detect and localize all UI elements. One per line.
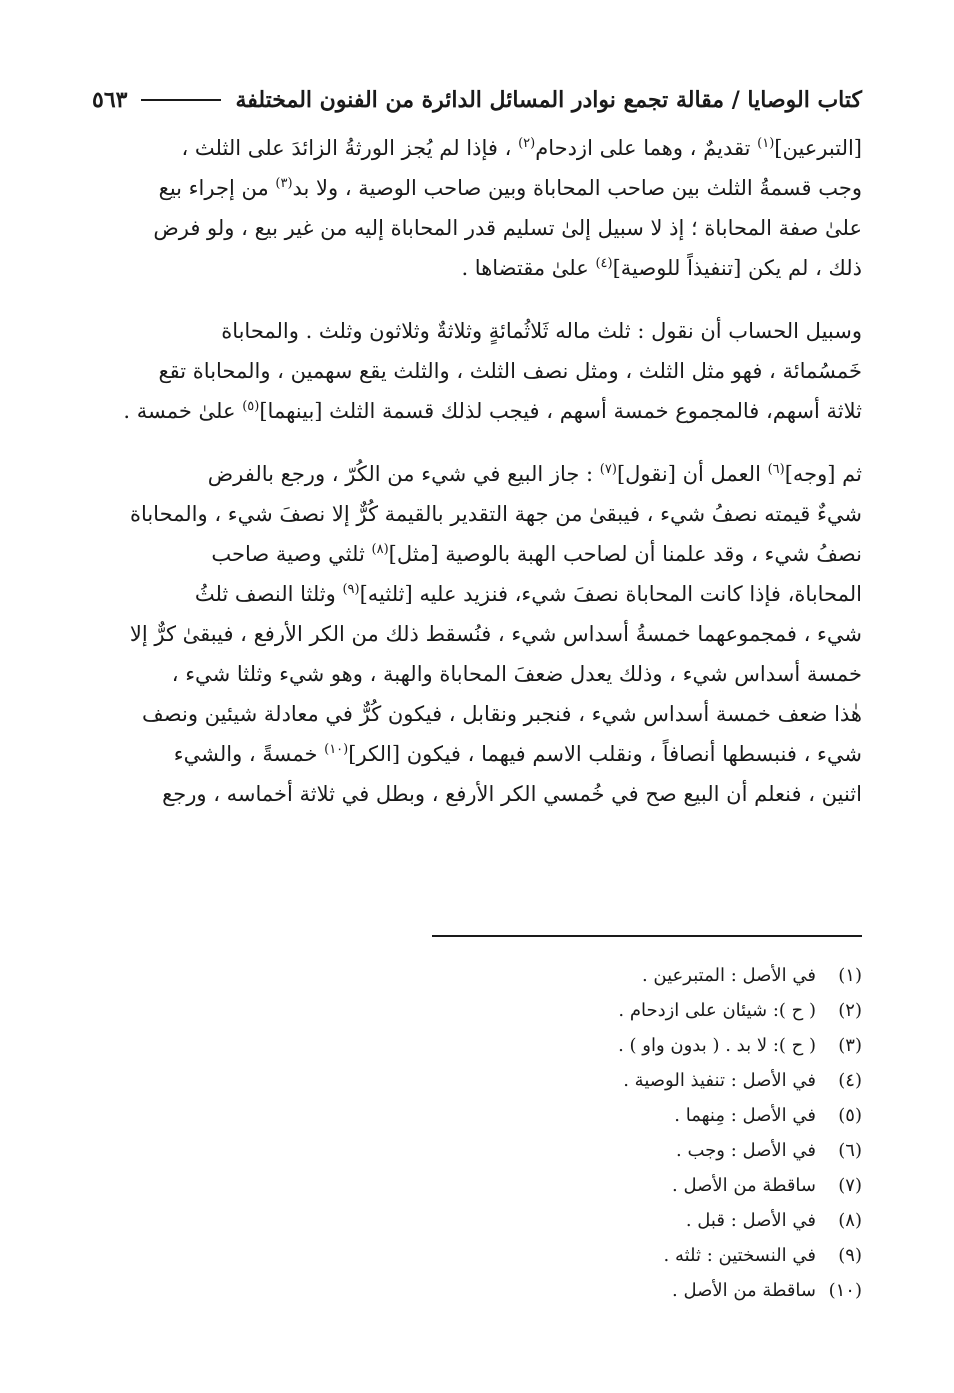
footnote xyxy=(618,1203,862,1238)
text-segment: من إجراء بيع xyxy=(158,176,276,200)
text-segment: علىٰ مقتضاها . xyxy=(461,256,596,280)
footnotes xyxy=(618,958,862,1308)
text-line xyxy=(92,351,862,391)
footnote-text: في الأصل : قبل . xyxy=(685,1210,816,1231)
text-segment: علىٰ صفة المحاباة ؛ إذ لا سبيل إلىٰ تسليم قدر المحاباة إليه من غير بيع ، ولو فرض xyxy=(153,216,862,240)
text-line xyxy=(92,208,862,248)
footnote-number: (٢) xyxy=(838,1000,862,1021)
text-segment: شيء ، فمجموعهما خمسةُ أسداس شيء ، فنُسقط ذلك من الكر الأرفع ، فيبقىٰ كرٌّ إلا xyxy=(129,622,862,646)
header-rule xyxy=(141,99,221,101)
footnote xyxy=(618,993,862,1028)
text-segment: هٰذا ضعف خمسة أسداس شيء ، فنجبر ونقابل ، فيكون كُرٌّ في معادلة شيئين ونصف xyxy=(142,702,862,726)
footnote-text: في الأصل : مِنهما . xyxy=(674,1105,816,1126)
text-line xyxy=(92,734,862,774)
footnote-text: في الأصل : المتبرعين . xyxy=(641,965,816,986)
footnote-ref: (١) xyxy=(757,136,775,151)
footnote-ref: (٧) xyxy=(599,462,617,477)
text-line xyxy=(92,774,862,814)
footnote-number: (٥) xyxy=(838,1105,862,1126)
text-segment: [التبرعين] xyxy=(774,136,862,160)
footnote-ref: (٨) xyxy=(371,542,389,557)
footnote-ref: (٣) xyxy=(275,176,293,191)
text-segment: نصفُ شيء ، وقد علمنا أن لصاحب الهبة بالوصية [مثل] xyxy=(388,542,862,566)
footnote-number: (٩) xyxy=(838,1245,862,1266)
text-segment: وسبيل الحساب أن نقول : ثلث ماله ثَلاثُمائةٍ وثلاثةٌ وثلاثون وثلث . والمحاباة xyxy=(221,319,862,343)
footnote xyxy=(618,1063,862,1098)
footnote-ref: (٥) xyxy=(242,399,260,414)
text-line xyxy=(92,391,862,431)
footnote-number: (٨) xyxy=(838,1210,862,1231)
text-segment: ثم [وجه] xyxy=(784,462,862,486)
footnote xyxy=(618,1133,862,1168)
text-segment: ذلك ، لم يكن [تنفيذاً للوصية] xyxy=(612,256,862,280)
footnote-separator xyxy=(432,935,862,937)
footnote xyxy=(618,1168,862,1203)
text-segment: خمسة أسداس شيء ، وذلك يعدل ضعفَ المحاباة والهبة ، وهو شيء وثلثا شيء ، xyxy=(171,662,862,686)
text-segment: ثلثي وصية صاحب xyxy=(211,542,372,566)
footnote-text: ( ح ): لا بد . ( بدون واو ) . xyxy=(618,1035,816,1056)
footnote-number: (٣) xyxy=(838,1035,862,1056)
text-segment: شيء ، فنبسطها أنصافاً ، ونقلب الاسم فيهما ، فيكون [الكر] xyxy=(348,742,862,766)
text-segment: ثلاثة أسهم، فالمجموع خمسة أسهم ، فيجب لذلك قسمة الثلث [بينهما] xyxy=(259,399,862,423)
text-line xyxy=(92,494,862,534)
footnote xyxy=(618,1238,862,1273)
text-segment: ، فإذا لم يُجز الورثةُ الزائدَ على الثلث ، xyxy=(181,136,519,160)
footnote-text: ساقطة من الأصل . xyxy=(672,1175,816,1196)
text-segment: علىٰ خمسة . xyxy=(123,399,243,423)
footnote xyxy=(618,1273,862,1308)
text-line xyxy=(92,128,862,168)
footnote-ref: (٩) xyxy=(342,582,360,597)
text-segment: المحاباة، فإذا كانت المحاباة نصفَ شيء، فنزيد عليه [ثلثيه] xyxy=(359,582,862,606)
footnote-number: (٦) xyxy=(838,1140,862,1161)
text-segment: اثنين ، فنعلم أن البيع صح في خُمسي الكر الأرفع ، وبطل في ثلاثة أخماسه ، ورجع xyxy=(162,782,862,806)
footnote-number: (١٠) xyxy=(828,1280,862,1301)
text-line xyxy=(92,534,862,574)
text-segment: خَمسُمائة ، فهو مثل الثلث ، ومثل نصف الثلث ، والثلث يقع سهمين ، والمحاباة تقع xyxy=(158,359,862,383)
footnote-ref: (٢) xyxy=(518,136,536,151)
footnote xyxy=(618,1028,862,1063)
footnote xyxy=(618,958,862,993)
text-line xyxy=(92,168,862,208)
footnote-ref: (٦) xyxy=(767,462,785,477)
text-segment: شيءٌ قيمته نصفُ شيء ، فيبقىٰ من جهة التقدير بالقيمة كُرٌّ إلا نصفَ شيء ، والمحاباة xyxy=(129,502,862,526)
text-segment: خمسةً ، والشيء xyxy=(173,742,325,766)
text-line xyxy=(92,654,862,694)
footnote-number: (٧) xyxy=(838,1175,862,1196)
text-line xyxy=(92,454,862,494)
footnote-text: ( ح ): شيئان على ازدحام . xyxy=(618,1000,816,1021)
text-line xyxy=(92,311,862,351)
text-segment: : جاز البيع في شيء من الكُرّ ، ورجع بالفرض xyxy=(207,462,600,486)
paragraph-gap xyxy=(92,431,862,454)
text-line xyxy=(92,614,862,654)
text-segment: وجب قسمةُ الثلث بين صاحب المحاباة وبين صاحب الوصية ، ولا بد xyxy=(292,176,862,200)
footnote-text: ساقطة من الأصل . xyxy=(672,1280,816,1301)
footnote-text: في الأصل : تنفيذ الوصية . xyxy=(623,1070,816,1091)
page-number: ٥٦٣ xyxy=(92,87,128,113)
text-line xyxy=(92,694,862,734)
running-header xyxy=(92,80,862,120)
text-segment: العمل أن [نقول] xyxy=(616,462,768,486)
text-segment: تقديمٌ ، وهما على ازدحام xyxy=(535,136,758,160)
header-title: كتاب الوصايا / مقالة تجمع نوادر المسائل الدائرة من الفنون المختلفة xyxy=(235,87,862,113)
text-segment: وثلثا النصف ثلثُ xyxy=(194,582,343,606)
footnote xyxy=(618,1098,862,1133)
footnote-text: في النسختين : ثلثه . xyxy=(663,1245,816,1266)
footnote-number: (١) xyxy=(838,965,862,986)
paragraph-gap xyxy=(92,288,862,311)
main-text xyxy=(92,128,862,814)
footnote-ref: (١٠) xyxy=(324,742,349,757)
footnote-ref: (٤) xyxy=(595,256,613,271)
text-line xyxy=(92,574,862,614)
footnote-number: (٤) xyxy=(838,1070,862,1091)
footnote-text: في الأصل : وجب . xyxy=(676,1140,816,1161)
text-line xyxy=(92,248,862,288)
